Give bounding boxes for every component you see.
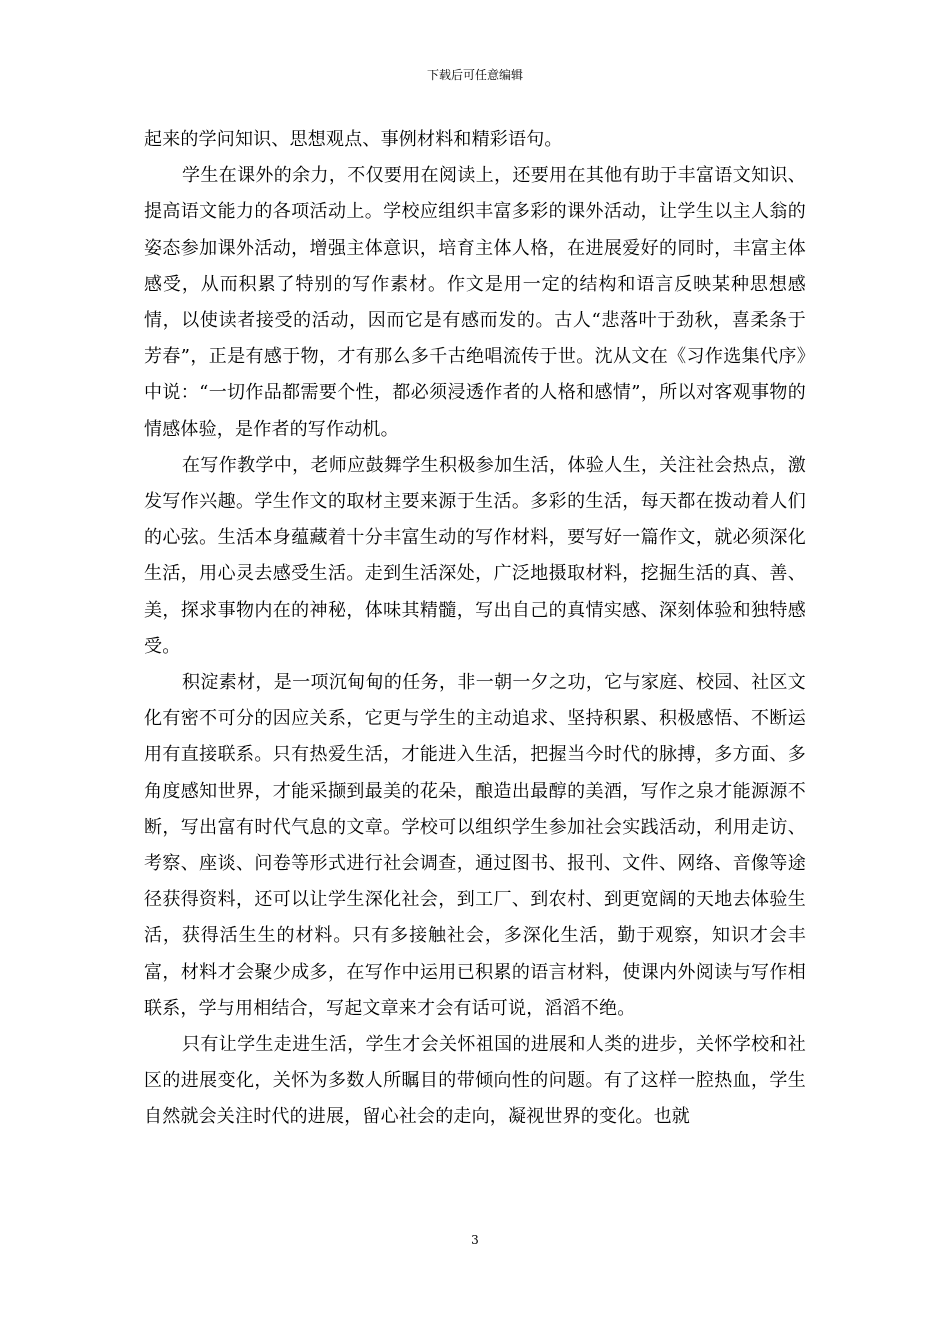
paragraph-extracurricular: 学生在课外的余力，不仅要用在阅读上，还要用在其他有助于丰富语文知识、提高语文能力的各项活动上。学校应组织丰富多彩的课外活动，让学生以主人翁的姿态参加课外活动，增强主体意识，培育主体人格，在进展爱好的同时，丰富主体感受，从而积累了特别的写作素材。作文是用一定的结构和语言反映某种思想感情，以使读者接受的活动，因而它是有感而发的。古人“悲落叶于劲秋，喜柔条于芳春”，正是有感于物，才有那么多千古绝唱流传于世。沈从文在《习作选集代序》中说：“一切作品都需要个性，都必须浸透作者的人格和感情”，所以对客观事物的情感体验，是作者的写作动机。 xyxy=(144,165,806,440)
page-number: 3 xyxy=(471,1233,479,1247)
page-header: 下载后可任意编辑 xyxy=(426,68,523,82)
paragraph-continuation: 起来的学问知识、思想观点、事例材料和精彩语句。 xyxy=(144,129,563,150)
paragraph-writing-teaching: 在写作教学中，老师应鼓舞学生积极参加生活，体验人生，关注社会热点，激发写作兴趣。学生作文的取材主要来源于生活。多彩的生活，每天都在拨动着人们的心弦。生活本身蕴藏着十分丰富生动的写作材料，要写好一篇作文，就必须深化生活，用心灵去感受生活。走到生活深处，广泛地摄取材料，挖掘生活的真、善、美，探求事物内在的神秘，体味其精髓，写出自己的真情实感、深刻体验和独特感受。 xyxy=(144,454,806,657)
paragraph-accumulating-material: 积淀素材，是一项沉甸甸的任务，非一朝一夕之功，它与家庭、校园、社区文化有密不可分的因应关系，它更与学生的主动追求、坚持积累、积极感悟、不断运用有直接联系。只有热爱生活，才能进入生活，把握当今时代的脉搏，多方面、多角度感知世界，才能采撷到最美的花朵，酿造出最醇的美酒，写作之泉才能源源不断，写出富有时代气息的文章。学校可以组织学生参加社会实践活动，利用走访、考察、座谈、问卷等形式进行社会调查，通过图书、报刊、文件、网络、音像等途径获得资料，还可以让学生深化社会，到工厂、到农村、到更宽阔的天地去体验生活，获得活生生的材料。只有多接触社会，多深化生活，勤于观察，知识才会丰富，材料才会聚少成多，在写作中运用已积累的语言材料，使课内外阅读与写作相联系，学与用相结合，写起文章来才会有话可说，滔滔不绝。 xyxy=(144,672,806,1019)
document-body xyxy=(144,122,806,1136)
paragraph-into-life: 只有让学生走进生活，学生才会关怀祖国的进展和人类的进步，关怀学校和社区的进展变化，关怀为多数人所瞩目的带倾向性的问题。有了这样一腔热血，学生自然就会关注时代的进展，留心社会的走向，凝视世界的变化。也就 xyxy=(144,1034,806,1128)
